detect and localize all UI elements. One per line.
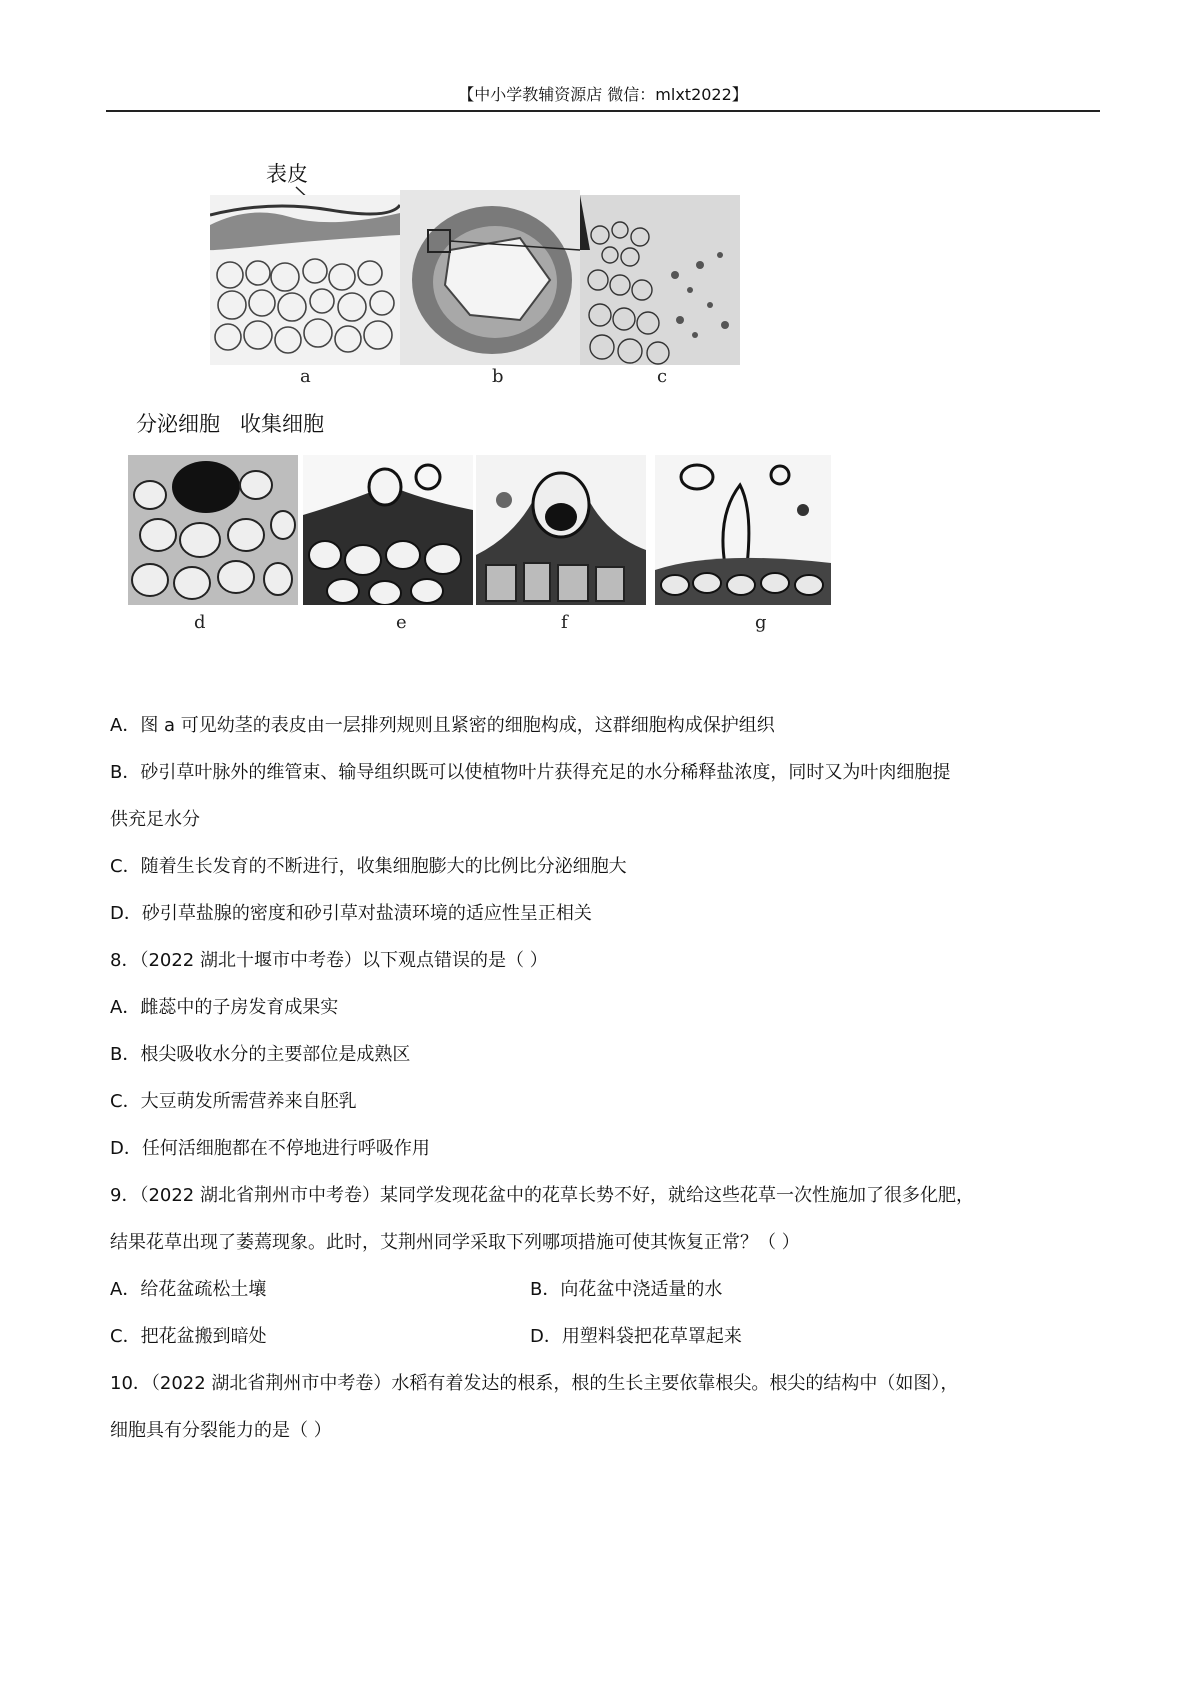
page-header: 【中小学教辅资源店 微信：mlxt2022】: [458, 85, 748, 104]
q8-option-a: A．雌蕊中的子房发育成果实: [110, 997, 339, 1018]
q7-option-d: D．砂引草盐腺的密度和砂引草对盐渍环境的适应性呈正相关: [110, 903, 592, 924]
stem-cross-section: [400, 190, 580, 365]
figure-panel-c: [580, 195, 740, 365]
q9-option-d: D．用塑料袋把花草罩起来: [530, 1326, 742, 1347]
salt-gland-stage-g: [655, 455, 831, 605]
q9-option-c: C．把花盆搬到暗处: [110, 1326, 267, 1347]
callout-collecting-cell: 收集细胞: [240, 412, 324, 436]
q9-stem-line-2: 结果花草出现了萎蔫现象。此时，艾荆州同学采取下列哪项措施可使其恢复正常？（ ）: [110, 1232, 800, 1253]
figure-panel-e: [303, 455, 473, 605]
panel-label-f: f: [561, 612, 568, 633]
panel-label-g: g: [755, 612, 767, 633]
figure-panel-d: [128, 455, 298, 605]
salt-gland-stage-f: [476, 455, 646, 605]
q10-stem-line-1: 10．（2022 湖北省荆州市中考卷）水稻有着发达的根系，根的生长主要依靠根尖。根尖的结构中（如图），: [110, 1373, 959, 1394]
header-rule: [106, 110, 1100, 112]
q9-option-a: A．给花盆疏松土壤: [110, 1279, 267, 1300]
callout-secretory-cell: 分泌细胞: [136, 412, 220, 436]
q9-option-b: B．向花盆中浇适量的水: [530, 1279, 723, 1300]
figure-panel-g: [655, 455, 831, 605]
salt-gland-stage-d: [128, 455, 298, 605]
q10-stem-line-2: 细胞具有分裂能力的是（ ）: [110, 1420, 332, 1441]
panel-label-d: d: [194, 612, 206, 633]
q7-option-a: A．图 a 可见幼茎的表皮由一层排列规则且紧密的细胞构成，这群细胞构成保护组织: [110, 715, 775, 736]
callout-epidermis: 表皮: [266, 162, 308, 186]
panel-label-c: c: [657, 366, 668, 387]
q8-option-b: B．根尖吸收水分的主要部位是成熟区: [110, 1044, 411, 1065]
q8-stem: 8．（2022 湖北十堰市中考卷）以下观点错误的是（ ）: [110, 950, 548, 971]
panel-label-a: a: [300, 366, 311, 387]
q7-option-c: C．随着生长发育的不断进行，收集细胞膨大的比例比分泌细胞大: [110, 856, 627, 877]
stem-epidermis-micrograph: [210, 195, 400, 365]
q7-option-b-continued: 供充足水分: [110, 809, 200, 830]
figure-panel-a: [210, 195, 400, 365]
q8-option-d: D．任何活细胞都在不停地进行呼吸作用: [110, 1138, 430, 1159]
figure-panel-f: [476, 455, 646, 605]
panel-label-b: b: [492, 366, 504, 387]
q7-option-b: B．砂引草叶脉外的维管束、输导组织既可以使植物叶片获得充足的水分稀释盐浓度，同时又为叶肉细胞提: [110, 762, 951, 783]
figure-panel-b: [400, 190, 580, 365]
panel-label-e: e: [396, 612, 407, 633]
q8-option-c: C．大豆萌发所需营养来自胚乳: [110, 1091, 357, 1112]
salt-gland-stage-e: [303, 455, 473, 605]
stem-tissue-magnified: [580, 195, 740, 365]
q9-stem-line-1: 9．（2022 湖北省荆州市中考卷）某同学发现花盆中的花草长势不好，就给这些花草一次性施加了很多化肥，: [110, 1185, 974, 1206]
